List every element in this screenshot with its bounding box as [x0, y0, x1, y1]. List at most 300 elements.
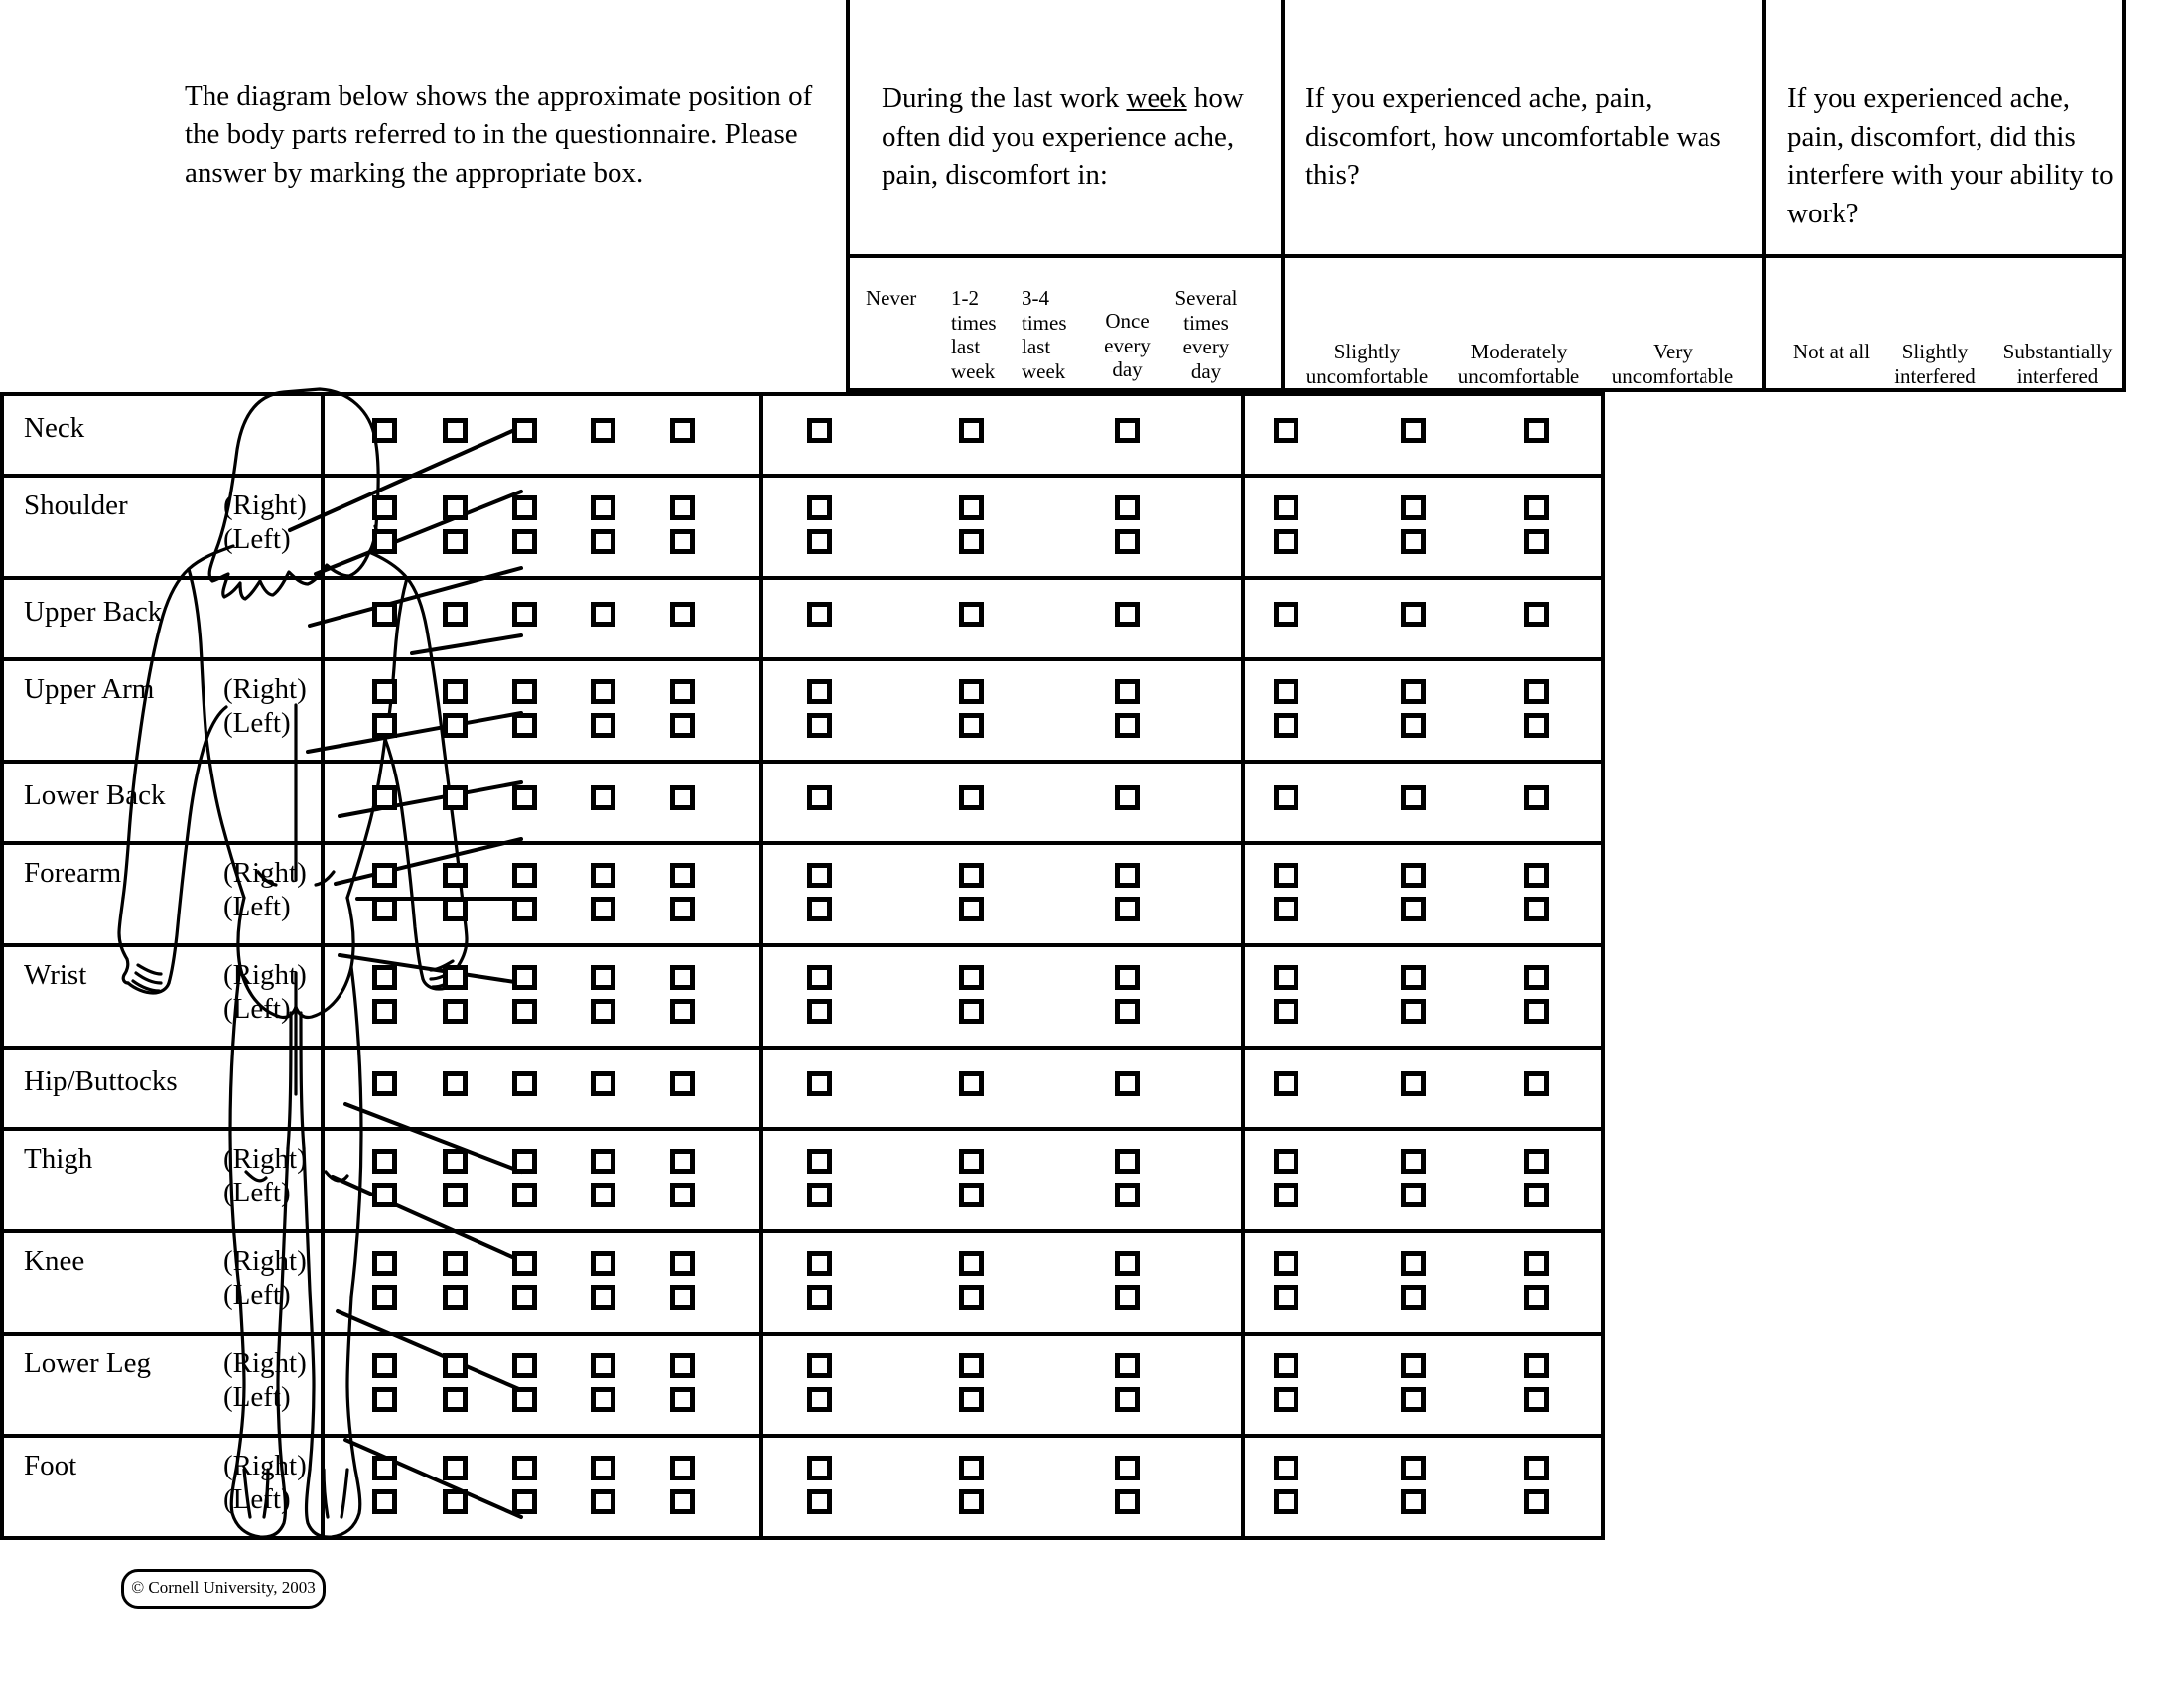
checkbox-shoulder-left-severity-0[interactable]	[807, 529, 832, 554]
checkbox-upper-arm-right-frequency-0[interactable]	[372, 679, 397, 704]
heading-frequency-pre: During the last work	[882, 82, 1127, 114]
side-label-left: (Left)	[223, 523, 291, 555]
table-row	[0, 943, 1605, 1046]
checkbox-foot-right-interference-2[interactable]	[1524, 1456, 1549, 1480]
checkbox-upper-arm-right-frequency-3[interactable]	[591, 679, 615, 704]
checkbox-thigh-right-interference-0[interactable]	[1274, 1149, 1298, 1174]
checkbox-foot-right-severity-0[interactable]	[807, 1456, 832, 1480]
checkbox-hip-buttocks-single-interference-0[interactable]	[1274, 1071, 1298, 1096]
checkbox-lower-leg-right-frequency-1[interactable]	[443, 1353, 468, 1378]
checkbox-forearm-right-interference-1[interactable]	[1401, 863, 1426, 888]
checkbox-wrist-right-frequency-3[interactable]	[591, 965, 615, 990]
column-group-divider-1	[759, 841, 763, 943]
checkbox-upper-arm-right-severity-0[interactable]	[807, 679, 832, 704]
checkbox-shoulder-right-frequency-3[interactable]	[591, 495, 615, 520]
checkbox-knee-right-frequency-4[interactable]	[670, 1251, 695, 1276]
table-row	[0, 1127, 1605, 1229]
checkbox-upper-arm-left-frequency-3[interactable]	[591, 713, 615, 738]
checkbox-neck-single-interference-0[interactable]	[1274, 418, 1298, 443]
checkbox-upper-arm-right-frequency-1[interactable]	[443, 679, 468, 704]
column-group-divider-1	[759, 392, 763, 474]
table-row	[0, 841, 1605, 943]
checkbox-upper-arm-right-frequency-2[interactable]	[512, 679, 537, 704]
checkbox-forearm-left-interference-2[interactable]	[1524, 897, 1549, 921]
scale-line: Not at all	[1792, 340, 1871, 363]
checkbox-shoulder-right-interference-2[interactable]	[1524, 495, 1549, 520]
checkbox-wrist-left-frequency-3[interactable]	[591, 999, 615, 1024]
column-group-divider-1	[759, 1046, 763, 1127]
checkbox-upper-back-single-frequency-2[interactable]	[512, 602, 537, 627]
checkbox-lower-back-single-frequency-4[interactable]	[670, 785, 695, 810]
scale-line: every	[1182, 335, 1230, 359]
checkbox-thigh-left-severity-2[interactable]	[1115, 1183, 1140, 1207]
side-label-right: (Right)	[223, 959, 307, 991]
column-group-divider-1	[759, 474, 763, 576]
checkbox-lower-leg-left-severity-2[interactable]	[1115, 1387, 1140, 1412]
checkbox-foot-right-frequency-2[interactable]	[512, 1456, 537, 1480]
side-label-right: (Right)	[223, 1347, 307, 1379]
checkbox-upper-arm-left-severity-2[interactable]	[1115, 713, 1140, 738]
checkbox-knee-left-frequency-2[interactable]	[512, 1285, 537, 1310]
side-label-right: (Right)	[223, 857, 307, 889]
checkbox-forearm-left-severity-1[interactable]	[959, 897, 984, 921]
checkbox-thigh-left-interference-1[interactable]	[1401, 1183, 1426, 1207]
checkbox-wrist-left-frequency-1[interactable]	[443, 999, 468, 1024]
checkbox-thigh-left-interference-2[interactable]	[1524, 1183, 1549, 1207]
checkbox-knee-left-frequency-1[interactable]	[443, 1285, 468, 1310]
checkbox-hip-buttocks-single-frequency-4[interactable]	[670, 1071, 695, 1096]
checkbox-thigh-right-interference-1[interactable]	[1401, 1149, 1426, 1174]
copyright-notice: © Cornell University, 2003	[121, 1569, 326, 1609]
column-group-divider-3	[1601, 841, 1605, 943]
checkbox-upper-back-single-interference-0[interactable]	[1274, 602, 1298, 627]
checkbox-lower-leg-right-severity-1[interactable]	[959, 1353, 984, 1378]
checkbox-forearm-right-frequency-1[interactable]	[443, 863, 468, 888]
checkbox-forearm-right-severity-0[interactable]	[807, 863, 832, 888]
column-group-divider-2	[1241, 576, 1245, 657]
side-label-left: (Left)	[223, 891, 291, 922]
table-row	[0, 392, 1605, 474]
column-group-divider-3	[1601, 1229, 1605, 1332]
checkbox-upper-arm-right-interference-0[interactable]	[1274, 679, 1298, 704]
checkbox-upper-back-single-severity-0[interactable]	[807, 602, 832, 627]
scale-line: Moderately	[1470, 340, 1568, 363]
checkbox-thigh-right-frequency-2[interactable]	[512, 1149, 537, 1174]
checkbox-wrist-left-interference-1[interactable]	[1401, 999, 1426, 1024]
checkbox-lower-leg-left-frequency-4[interactable]	[670, 1387, 695, 1412]
checkbox-upper-arm-right-frequency-4[interactable]	[670, 679, 695, 704]
checkbox-knee-left-frequency-0[interactable]	[372, 1285, 397, 1310]
checkbox-foot-left-frequency-4[interactable]	[670, 1489, 695, 1514]
checkbox-shoulder-right-frequency-2[interactable]	[512, 495, 537, 520]
checkbox-shoulder-left-frequency-1[interactable]	[443, 529, 468, 554]
checkbox-shoulder-left-frequency-0[interactable]	[372, 529, 397, 554]
side-label-right: (Right)	[223, 1245, 307, 1277]
checkbox-knee-left-severity-1[interactable]	[959, 1285, 984, 1310]
checkbox-foot-left-frequency-0[interactable]	[372, 1489, 397, 1514]
checkbox-hip-buttocks-single-severity-1[interactable]	[959, 1071, 984, 1096]
checkbox-foot-left-interference-2[interactable]	[1524, 1489, 1549, 1514]
side-label-left: (Left)	[223, 707, 291, 739]
checkbox-foot-left-frequency-3[interactable]	[591, 1489, 615, 1514]
checkbox-upper-back-single-frequency-1[interactable]	[443, 602, 468, 627]
checkbox-upper-arm-left-frequency-2[interactable]	[512, 713, 537, 738]
body-part-label: Lower Back	[24, 779, 166, 811]
scale-line: Once	[1105, 309, 1150, 333]
checkbox-wrist-right-severity-0[interactable]	[807, 965, 832, 990]
instructions-text: The diagram below shows the approximate position of the body parts referred to in the questionnaire. Please answer by marking the appropriate box.	[185, 80, 813, 189]
column-group-divider-3	[1601, 392, 1605, 474]
checkbox-foot-right-frequency-0[interactable]	[372, 1456, 397, 1480]
checkbox-upper-arm-left-frequency-1[interactable]	[443, 713, 468, 738]
checkbox-hip-buttocks-single-frequency-2[interactable]	[512, 1071, 537, 1096]
checkbox-thigh-right-severity-0[interactable]	[807, 1149, 832, 1174]
scale-line: 3-4	[1022, 286, 1049, 310]
checkbox-forearm-right-frequency-3[interactable]	[591, 863, 615, 888]
checkbox-upper-arm-left-frequency-0[interactable]	[372, 713, 397, 738]
checkbox-lower-back-single-frequency-3[interactable]	[591, 785, 615, 810]
checkbox-wrist-right-frequency-2[interactable]	[512, 965, 537, 990]
checkbox-thigh-right-severity-2[interactable]	[1115, 1149, 1140, 1174]
checkbox-forearm-right-frequency-4[interactable]	[670, 863, 695, 888]
checkbox-lower-leg-left-severity-0[interactable]	[807, 1387, 832, 1412]
side-label-right: (Right)	[223, 490, 307, 521]
checkbox-shoulder-left-interference-1[interactable]	[1401, 529, 1426, 554]
checkbox-foot-right-interference-0[interactable]	[1274, 1456, 1298, 1480]
checkbox-lower-back-single-interference-0[interactable]	[1274, 785, 1298, 810]
side-label-left: (Left)	[223, 1483, 291, 1515]
checkbox-shoulder-right-interference-1[interactable]	[1401, 495, 1426, 520]
scale-line: day	[1112, 357, 1143, 382]
checkbox-thigh-left-severity-1[interactable]	[959, 1183, 984, 1207]
checkbox-shoulder-right-severity-0[interactable]	[807, 495, 832, 520]
checkbox-upper-arm-left-interference-0[interactable]	[1274, 713, 1298, 738]
checkbox-upper-arm-right-interference-2[interactable]	[1524, 679, 1549, 704]
checkbox-wrist-right-interference-1[interactable]	[1401, 965, 1426, 990]
checkbox-hip-buttocks-single-frequency-3[interactable]	[591, 1071, 615, 1096]
checkbox-lower-leg-left-severity-1[interactable]	[959, 1387, 984, 1412]
checkbox-forearm-right-severity-1[interactable]	[959, 863, 984, 888]
checkbox-foot-left-frequency-1[interactable]	[443, 1489, 468, 1514]
checkbox-knee-right-interference-2[interactable]	[1524, 1251, 1549, 1276]
checkbox-hip-buttocks-single-frequency-0[interactable]	[372, 1071, 397, 1096]
checkbox-foot-left-frequency-2[interactable]	[512, 1489, 537, 1514]
question-heading-interference: If you experienced ache, pain, discomfort, did this interfere with your ability to work?	[1787, 82, 2114, 229]
checkbox-thigh-left-frequency-0[interactable]	[372, 1183, 397, 1207]
checkbox-neck-single-severity-2[interactable]	[1115, 418, 1140, 443]
checkbox-shoulder-right-frequency-0[interactable]	[372, 495, 397, 520]
checkbox-lower-leg-right-frequency-3[interactable]	[591, 1353, 615, 1378]
checkbox-neck-single-frequency-3[interactable]	[591, 418, 615, 443]
checkbox-knee-right-frequency-3[interactable]	[591, 1251, 615, 1276]
body-part-label: Thigh	[24, 1143, 93, 1175]
table-bottom-rule	[0, 1536, 1605, 1540]
checkbox-lower-leg-right-frequency-2[interactable]	[512, 1353, 537, 1378]
checkbox-shoulder-left-frequency-4[interactable]	[670, 529, 695, 554]
checkbox-neck-single-frequency-2[interactable]	[512, 418, 537, 443]
checkbox-lower-back-single-frequency-1[interactable]	[443, 785, 468, 810]
checkbox-forearm-right-frequency-0[interactable]	[372, 863, 397, 888]
checkbox-neck-single-frequency-0[interactable]	[372, 418, 397, 443]
column-group-divider-2	[1241, 392, 1245, 474]
checkbox-thigh-left-frequency-3[interactable]	[591, 1183, 615, 1207]
scale-line: times	[951, 310, 997, 335]
checkbox-forearm-right-interference-2[interactable]	[1524, 863, 1549, 888]
checkbox-thigh-right-frequency-4[interactable]	[670, 1149, 695, 1174]
scale-line: times	[1183, 310, 1229, 335]
column-group-divider-1	[759, 657, 763, 760]
checkbox-lower-leg-left-frequency-2[interactable]	[512, 1387, 537, 1412]
checkbox-forearm-right-severity-2[interactable]	[1115, 863, 1140, 888]
checkbox-hip-buttocks-single-frequency-1[interactable]	[443, 1071, 468, 1096]
checkbox-thigh-right-frequency-0[interactable]	[372, 1149, 397, 1174]
checkbox-shoulder-left-severity-1[interactable]	[959, 529, 984, 554]
checkbox-lower-leg-right-interference-2[interactable]	[1524, 1353, 1549, 1378]
checkbox-knee-left-severity-2[interactable]	[1115, 1285, 1140, 1310]
checkbox-foot-left-interference-0[interactable]	[1274, 1489, 1298, 1514]
checkbox-lower-back-single-interference-1[interactable]	[1401, 785, 1426, 810]
checkbox-foot-right-frequency-4[interactable]	[670, 1456, 695, 1480]
checkbox-wrist-right-interference-0[interactable]	[1274, 965, 1298, 990]
checkbox-upper-arm-left-interference-2[interactable]	[1524, 713, 1549, 738]
checkbox-upper-back-single-frequency-3[interactable]	[591, 602, 615, 627]
checkbox-forearm-right-frequency-2[interactable]	[512, 863, 537, 888]
table-row	[0, 1046, 1605, 1127]
checkbox-shoulder-left-interference-0[interactable]	[1274, 529, 1298, 554]
checkbox-upper-back-single-interference-1[interactable]	[1401, 602, 1426, 627]
body-part-label: Shoulder	[24, 490, 128, 521]
checkbox-shoulder-right-severity-2[interactable]	[1115, 495, 1140, 520]
scale-line: day	[1190, 358, 1222, 383]
checkbox-lower-leg-left-frequency-0[interactable]	[372, 1387, 397, 1412]
checkbox-wrist-left-severity-1[interactable]	[959, 999, 984, 1024]
checkbox-lower-leg-right-interference-1[interactable]	[1401, 1353, 1426, 1378]
column-group-divider-2	[1241, 841, 1245, 943]
checkbox-upper-arm-right-interference-1[interactable]	[1401, 679, 1426, 704]
checkbox-shoulder-left-frequency-2[interactable]	[512, 529, 537, 554]
body-part-label: Forearm	[24, 857, 122, 889]
checkbox-neck-single-severity-1[interactable]	[959, 418, 984, 443]
column-group-divider-2	[1241, 474, 1245, 576]
column-group-divider-2	[1241, 1127, 1245, 1229]
checkbox-wrist-left-severity-0[interactable]	[807, 999, 832, 1024]
checkbox-wrist-left-interference-2[interactable]	[1524, 999, 1549, 1024]
checkbox-neck-single-interference-2[interactable]	[1524, 418, 1549, 443]
checkbox-knee-right-severity-0[interactable]	[807, 1251, 832, 1276]
body-part-label: Foot	[24, 1450, 77, 1481]
checkbox-knee-right-frequency-1[interactable]	[443, 1251, 468, 1276]
checkbox-knee-left-severity-0[interactable]	[807, 1285, 832, 1310]
checkbox-forearm-left-frequency-1[interactable]	[443, 897, 468, 921]
checkbox-shoulder-right-frequency-1[interactable]	[443, 495, 468, 520]
checkbox-hip-buttocks-single-severity-2[interactable]	[1115, 1071, 1140, 1096]
side-label-left: (Left)	[223, 1381, 291, 1413]
scale-line: week	[951, 358, 996, 383]
checkbox-forearm-left-frequency-0[interactable]	[372, 897, 397, 921]
checkbox-knee-left-interference-1[interactable]	[1401, 1285, 1426, 1310]
side-label-right: (Right)	[223, 673, 307, 705]
checkbox-shoulder-right-severity-1[interactable]	[959, 495, 984, 520]
checkbox-lower-leg-left-interference-1[interactable]	[1401, 1387, 1426, 1412]
scale-line: interfered	[2016, 363, 2099, 388]
checkbox-forearm-left-interference-1[interactable]	[1401, 897, 1426, 921]
column-group-divider-3	[1601, 1332, 1605, 1434]
checkbox-forearm-left-frequency-3[interactable]	[591, 897, 615, 921]
checkbox-shoulder-left-frequency-3[interactable]	[591, 529, 615, 554]
column-group-divider-3	[1601, 657, 1605, 760]
checkbox-lower-leg-right-interference-0[interactable]	[1274, 1353, 1298, 1378]
checkbox-wrist-left-interference-0[interactable]	[1274, 999, 1298, 1024]
column-group-divider-2	[1241, 657, 1245, 760]
checkbox-thigh-right-severity-1[interactable]	[959, 1149, 984, 1174]
checkbox-foot-left-severity-2[interactable]	[1115, 1489, 1140, 1514]
checkbox-hip-buttocks-single-interference-1[interactable]	[1401, 1071, 1426, 1096]
body-part-label: Knee	[24, 1245, 85, 1277]
checkbox-wrist-right-interference-2[interactable]	[1524, 965, 1549, 990]
heading-frequency-post: how often did you experience ache, pain, discomfort in:	[882, 82, 1244, 192]
body-part-label: Wrist	[24, 959, 87, 991]
checkbox-lower-back-single-severity-0[interactable]	[807, 785, 832, 810]
question-heading-severity: If you experienced ache, pain, discomfort, how uncomfortable was this?	[1305, 82, 1721, 192]
checkbox-lower-leg-right-frequency-0[interactable]	[372, 1353, 397, 1378]
table-row	[0, 576, 1605, 657]
checkbox-shoulder-left-severity-2[interactable]	[1115, 529, 1140, 554]
checkbox-knee-left-frequency-4[interactable]	[670, 1285, 695, 1310]
checkbox-foot-left-severity-1[interactable]	[959, 1489, 984, 1514]
column-group-divider-3	[1601, 1046, 1605, 1127]
checkbox-hip-buttocks-single-interference-2[interactable]	[1524, 1071, 1549, 1096]
column-group-divider-1	[759, 1229, 763, 1332]
checkbox-knee-right-severity-1[interactable]	[959, 1251, 984, 1276]
side-label-left: (Left)	[223, 993, 291, 1025]
checkbox-shoulder-right-frequency-4[interactable]	[670, 495, 695, 520]
checkbox-wrist-right-frequency-0[interactable]	[372, 965, 397, 990]
checkbox-knee-right-frequency-0[interactable]	[372, 1251, 397, 1276]
checkbox-thigh-right-frequency-1[interactable]	[443, 1149, 468, 1174]
checkbox-shoulder-left-interference-2[interactable]	[1524, 529, 1549, 554]
checkbox-forearm-left-frequency-2[interactable]	[512, 897, 537, 921]
scale-line: interfered	[1894, 363, 1976, 388]
checkbox-upper-arm-left-severity-1[interactable]	[959, 713, 984, 738]
checkbox-shoulder-right-interference-0[interactable]	[1274, 495, 1298, 520]
checkbox-thigh-left-frequency-1[interactable]	[443, 1183, 468, 1207]
checkbox-knee-right-severity-2[interactable]	[1115, 1251, 1140, 1276]
checkbox-neck-single-interference-1[interactable]	[1401, 418, 1426, 443]
checkbox-upper-arm-right-severity-2[interactable]	[1115, 679, 1140, 704]
checkbox-upper-back-single-frequency-0[interactable]	[372, 602, 397, 627]
checkbox-foot-right-interference-1[interactable]	[1401, 1456, 1426, 1480]
checkbox-upper-arm-left-frequency-4[interactable]	[670, 713, 695, 738]
checkbox-lower-leg-right-severity-2[interactable]	[1115, 1353, 1140, 1378]
checkbox-knee-right-interference-0[interactable]	[1274, 1251, 1298, 1276]
checkbox-foot-right-severity-2[interactable]	[1115, 1456, 1140, 1480]
checkbox-upper-back-single-interference-2[interactable]	[1524, 602, 1549, 627]
checkbox-forearm-left-severity-0[interactable]	[807, 897, 832, 921]
checkbox-knee-left-interference-0[interactable]	[1274, 1285, 1298, 1310]
scale-line: Never	[866, 286, 917, 310]
checkbox-forearm-left-interference-0[interactable]	[1274, 897, 1298, 921]
checkbox-lower-leg-right-frequency-4[interactable]	[670, 1353, 695, 1378]
checkbox-wrist-right-severity-1[interactable]	[959, 965, 984, 990]
checkbox-thigh-left-severity-0[interactable]	[807, 1183, 832, 1207]
scale-line: Substantially	[2002, 340, 2113, 363]
body-part-label: Lower Leg	[24, 1347, 152, 1379]
scale-line: Slightly	[1901, 340, 1969, 363]
checkbox-thigh-left-frequency-2[interactable]	[512, 1183, 537, 1207]
checkbox-forearm-left-frequency-4[interactable]	[670, 897, 695, 921]
checkbox-foot-right-frequency-1[interactable]	[443, 1456, 468, 1480]
checkbox-foot-right-frequency-3[interactable]	[591, 1456, 615, 1480]
column-group-divider-2	[1241, 943, 1245, 1046]
checkbox-thigh-right-interference-2[interactable]	[1524, 1149, 1549, 1174]
checkbox-upper-back-single-frequency-4[interactable]	[670, 602, 695, 627]
checkbox-thigh-right-frequency-3[interactable]	[591, 1149, 615, 1174]
checkbox-hip-buttocks-single-severity-0[interactable]	[807, 1071, 832, 1096]
checkbox-wrist-right-severity-2[interactable]	[1115, 965, 1140, 990]
scale-line: Very	[1653, 340, 1693, 363]
column-group-divider-2	[1241, 1332, 1245, 1434]
checkbox-lower-leg-left-frequency-1[interactable]	[443, 1387, 468, 1412]
checkbox-upper-arm-left-interference-1[interactable]	[1401, 713, 1426, 738]
checkbox-thigh-left-interference-0[interactable]	[1274, 1183, 1298, 1207]
checkbox-neck-single-severity-0[interactable]	[807, 418, 832, 443]
checkbox-foot-right-severity-1[interactable]	[959, 1456, 984, 1480]
checkbox-upper-back-single-severity-1[interactable]	[959, 602, 984, 627]
checkbox-wrist-right-frequency-1[interactable]	[443, 965, 468, 990]
column-group-divider-3	[1601, 576, 1605, 657]
checkbox-lower-back-single-severity-1[interactable]	[959, 785, 984, 810]
checkbox-lower-back-single-interference-2[interactable]	[1524, 785, 1549, 810]
checkbox-lower-back-single-frequency-2[interactable]	[512, 785, 537, 810]
checkbox-wrist-left-frequency-0[interactable]	[372, 999, 397, 1024]
checkbox-knee-right-frequency-2[interactable]	[512, 1251, 537, 1276]
checkbox-lower-leg-left-interference-0[interactable]	[1274, 1387, 1298, 1412]
body-part-label: Upper Arm	[24, 673, 155, 705]
checkbox-thigh-left-frequency-4[interactable]	[670, 1183, 695, 1207]
checkbox-wrist-left-severity-2[interactable]	[1115, 999, 1140, 1024]
checkbox-forearm-right-interference-0[interactable]	[1274, 863, 1298, 888]
checkbox-lower-back-single-severity-2[interactable]	[1115, 785, 1140, 810]
checkbox-lower-leg-right-severity-0[interactable]	[807, 1353, 832, 1378]
checkbox-upper-back-single-severity-2[interactable]	[1115, 602, 1140, 627]
scale-line: last	[1022, 335, 1051, 359]
checkbox-knee-left-interference-2[interactable]	[1524, 1285, 1549, 1310]
checkbox-lower-leg-left-interference-2[interactable]	[1524, 1387, 1549, 1412]
column-group-divider-3	[1601, 760, 1605, 841]
checkbox-upper-arm-right-severity-1[interactable]	[959, 679, 984, 704]
scale-line: last	[951, 335, 981, 359]
column-group-divider-2	[1241, 1046, 1245, 1127]
column-group-divider-3	[1601, 943, 1605, 1046]
checkbox-neck-single-frequency-1[interactable]	[443, 418, 468, 443]
checkbox-forearm-left-severity-2[interactable]	[1115, 897, 1140, 921]
side-label-right: (Right)	[223, 1450, 307, 1481]
checkbox-foot-left-severity-0[interactable]	[807, 1489, 832, 1514]
checkbox-neck-single-frequency-4[interactable]	[670, 418, 695, 443]
side-label-left: (Left)	[223, 1279, 291, 1311]
checkbox-upper-arm-left-severity-0[interactable]	[807, 713, 832, 738]
checkbox-wrist-left-frequency-2[interactable]	[512, 999, 537, 1024]
checkbox-lower-back-single-frequency-0[interactable]	[372, 785, 397, 810]
checkbox-foot-left-interference-1[interactable]	[1401, 1489, 1426, 1514]
scale-line: uncomfortable	[1611, 363, 1734, 388]
checkbox-wrist-right-frequency-4[interactable]	[670, 965, 695, 990]
checkbox-wrist-left-frequency-4[interactable]	[670, 999, 695, 1024]
checkbox-knee-left-frequency-3[interactable]	[591, 1285, 615, 1310]
scale-line: uncomfortable	[1457, 363, 1580, 388]
checkbox-lower-leg-left-frequency-3[interactable]	[591, 1387, 615, 1412]
checkbox-knee-right-interference-1[interactable]	[1401, 1251, 1426, 1276]
